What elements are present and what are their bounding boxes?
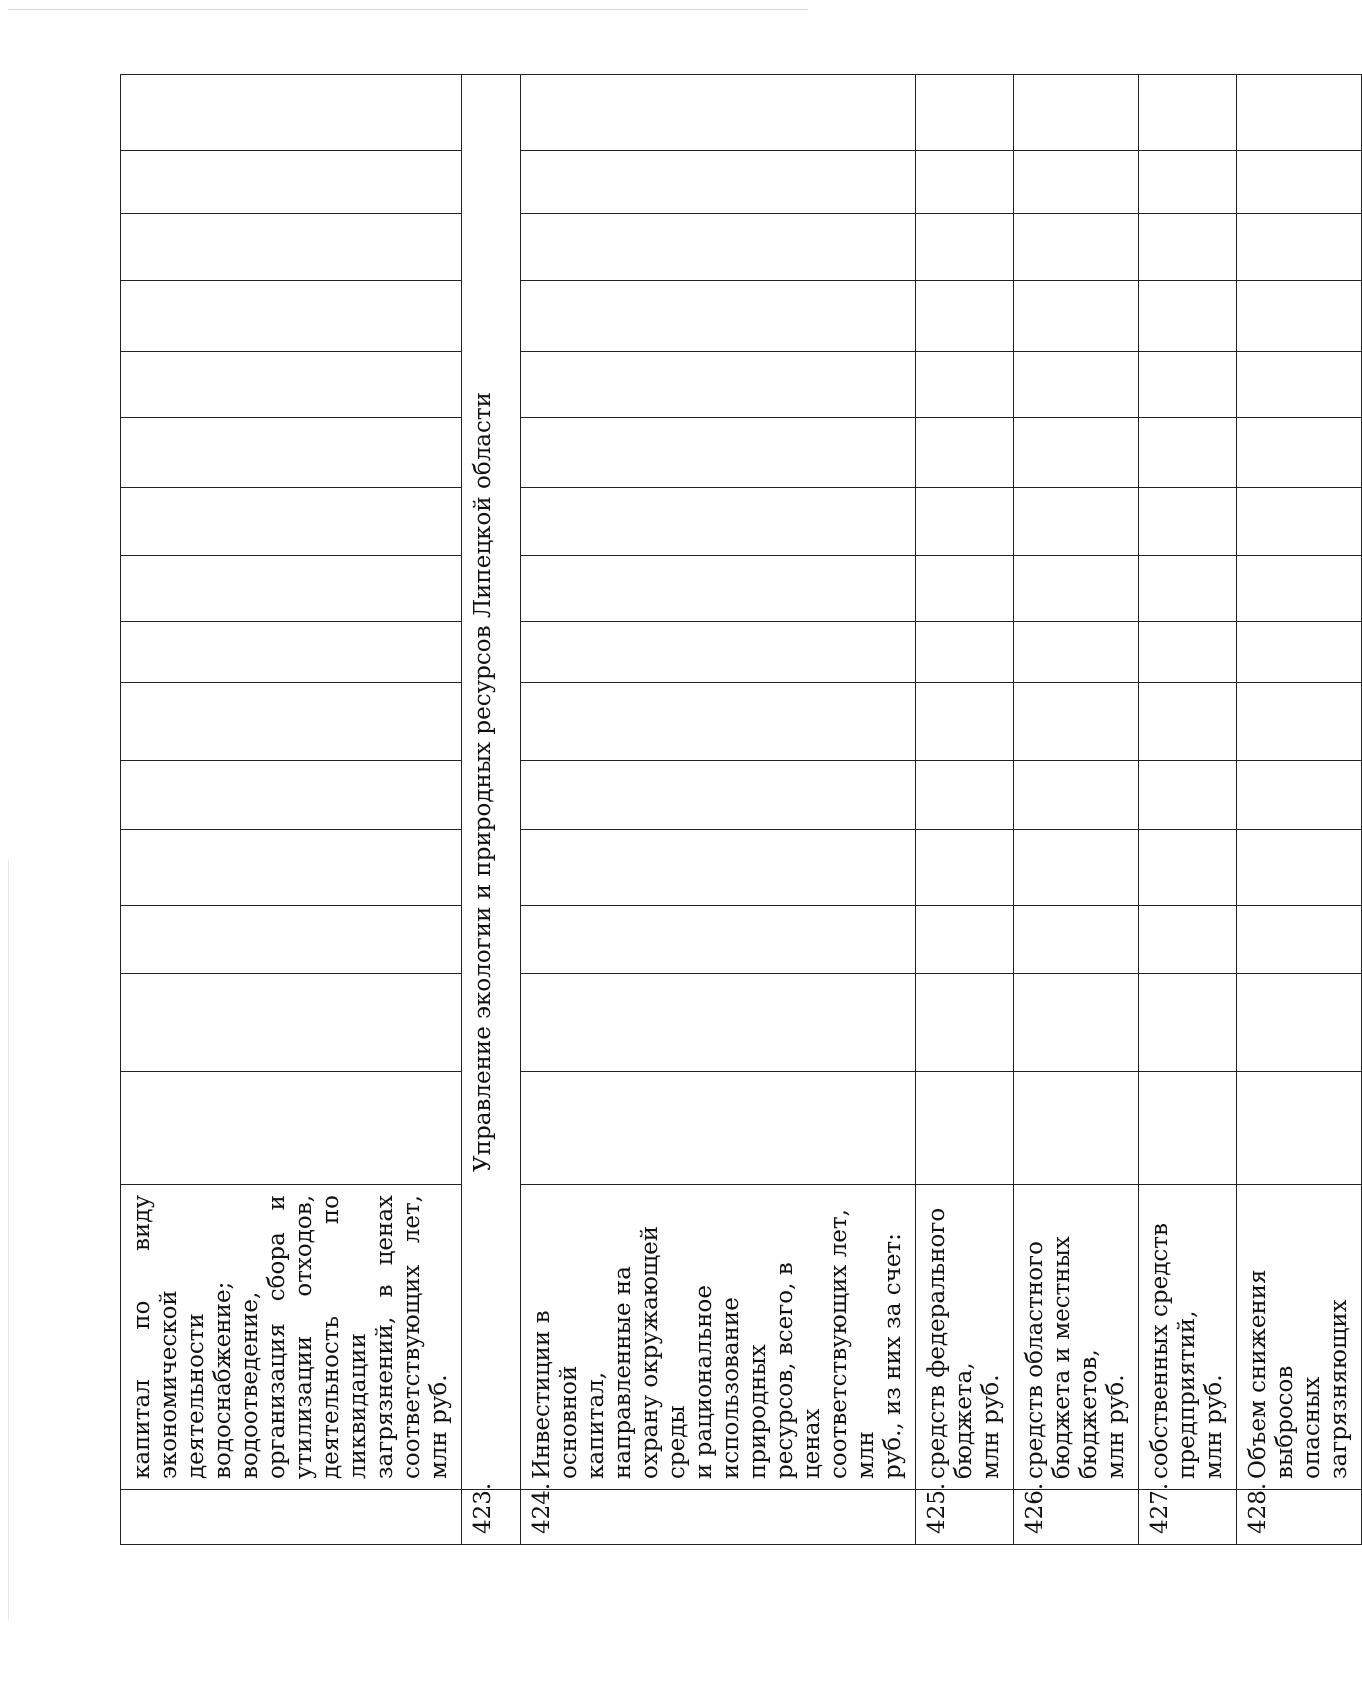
value-cell bbox=[121, 281, 462, 352]
value-cell bbox=[1237, 556, 1362, 622]
rotated-page bbox=[120, 95, 1352, 1545]
value-cell bbox=[1237, 488, 1362, 556]
value-cell bbox=[121, 352, 462, 418]
value-cell bbox=[1139, 683, 1237, 761]
value-cell bbox=[916, 75, 1014, 151]
value-cell bbox=[121, 214, 462, 281]
value-cell bbox=[1014, 830, 1139, 906]
value-cell bbox=[1014, 488, 1139, 556]
value-cell bbox=[916, 830, 1014, 906]
row-number bbox=[121, 1490, 462, 1545]
indicator-name: капитал по виду экономической деятельности водоснабжение; водоотведение, организация сбора и утилизации отходов, деятельность по ликвидации загрязнений, в ценах соответствующих лет, млн руб. bbox=[121, 1185, 462, 1490]
value-cell bbox=[1014, 683, 1139, 761]
table-row bbox=[1014, 75, 1139, 1545]
indicator-name: средств областного бюджета и местных бюджетов, млн руб. bbox=[1014, 1185, 1139, 1490]
value-cell bbox=[1014, 75, 1139, 151]
row-number: 424. bbox=[521, 1490, 916, 1545]
value-cell bbox=[1237, 622, 1362, 683]
indicator-name: Инвестиции в основной капитал, направленные на охрану окружающей среды и рациональное использование природных ресурсов, всего, в ценах соответствующих лет, млн руб., из них за счет: bbox=[521, 1185, 916, 1490]
value-cell bbox=[916, 556, 1014, 622]
value-cell bbox=[916, 974, 1014, 1072]
value-cell bbox=[521, 352, 916, 418]
value-cell bbox=[521, 1072, 916, 1185]
value-cell bbox=[1237, 214, 1362, 281]
value-cell bbox=[916, 683, 1014, 761]
value-cell bbox=[1139, 974, 1237, 1072]
value-cell bbox=[521, 488, 916, 556]
value-cell bbox=[916, 1072, 1014, 1185]
value-cell bbox=[1139, 1072, 1237, 1185]
value-cell bbox=[1139, 281, 1237, 352]
value-cell bbox=[916, 488, 1014, 556]
value-cell bbox=[1237, 151, 1362, 214]
value-cell bbox=[1237, 761, 1362, 830]
value-cell bbox=[1237, 683, 1362, 761]
value-cell bbox=[1139, 214, 1237, 281]
value-cell bbox=[521, 974, 916, 1072]
value-cell bbox=[1014, 151, 1139, 214]
value-cell bbox=[121, 556, 462, 622]
table-row bbox=[121, 75, 462, 1545]
value-cell bbox=[521, 622, 916, 683]
value-cell bbox=[121, 906, 462, 974]
value-cell bbox=[521, 75, 916, 151]
value-cell bbox=[916, 622, 1014, 683]
value-cell bbox=[1237, 352, 1362, 418]
value-cell bbox=[1139, 830, 1237, 906]
value-cell bbox=[1237, 281, 1362, 352]
value-cell bbox=[1139, 75, 1237, 151]
value-cell bbox=[1014, 556, 1139, 622]
value-cell bbox=[916, 281, 1014, 352]
value-cell bbox=[121, 1072, 462, 1185]
value-cell bbox=[1014, 1072, 1139, 1185]
table-row bbox=[521, 75, 916, 1545]
indicator-name: средств федерального бюджета, млн руб. bbox=[916, 1185, 1014, 1490]
section-title: Управление экологии и природных ресурсов Липецкой области bbox=[462, 75, 521, 1490]
table-row bbox=[916, 75, 1014, 1545]
scan-edge-left bbox=[8, 860, 9, 1620]
indicators-table bbox=[120, 74, 1362, 1545]
value-cell bbox=[1139, 151, 1237, 214]
value-cell bbox=[1014, 418, 1139, 488]
value-cell bbox=[121, 761, 462, 830]
table-row bbox=[1237, 75, 1362, 1545]
value-cell bbox=[1139, 488, 1237, 556]
value-cell bbox=[916, 214, 1014, 281]
value-cell bbox=[521, 151, 916, 214]
value-cell bbox=[1139, 352, 1237, 418]
value-cell bbox=[1237, 974, 1362, 1072]
value-cell bbox=[521, 281, 916, 352]
value-cell bbox=[521, 830, 916, 906]
value-cell bbox=[121, 830, 462, 906]
value-cell bbox=[916, 352, 1014, 418]
value-cell bbox=[1237, 906, 1362, 974]
value-cell bbox=[1237, 1072, 1362, 1185]
row-number: 427. bbox=[1139, 1490, 1237, 1545]
value-cell bbox=[1014, 281, 1139, 352]
row-number: 426. bbox=[1014, 1490, 1139, 1545]
value-cell bbox=[121, 418, 462, 488]
value-cell bbox=[1237, 830, 1362, 906]
row-number: 428. bbox=[1237, 1490, 1362, 1545]
value-cell bbox=[916, 418, 1014, 488]
value-cell bbox=[916, 761, 1014, 830]
value-cell bbox=[521, 683, 916, 761]
value-cell bbox=[1014, 906, 1139, 974]
scan-edge-top bbox=[8, 9, 808, 10]
row-number: 423. bbox=[462, 1490, 521, 1545]
value-cell bbox=[916, 906, 1014, 974]
table-row bbox=[1139, 75, 1237, 1545]
value-cell bbox=[1139, 556, 1237, 622]
value-cell bbox=[521, 418, 916, 488]
value-cell bbox=[1139, 418, 1237, 488]
indicator-name: Объем снижения выбросов опасных загрязняющих bbox=[1237, 1185, 1362, 1490]
value-cell bbox=[1014, 352, 1139, 418]
value-cell bbox=[121, 75, 462, 151]
value-cell bbox=[521, 556, 916, 622]
value-cell bbox=[1139, 622, 1237, 683]
value-cell bbox=[1237, 75, 1362, 151]
value-cell bbox=[121, 488, 462, 556]
row-number: 425. bbox=[916, 1490, 1014, 1545]
value-cell bbox=[121, 151, 462, 214]
value-cell bbox=[521, 214, 916, 281]
value-cell bbox=[1014, 761, 1139, 830]
value-cell bbox=[1014, 622, 1139, 683]
value-cell bbox=[121, 622, 462, 683]
value-cell bbox=[521, 761, 916, 830]
indicator-name: собственных средств предприятий, млн руб. bbox=[1139, 1185, 1237, 1490]
value-cell bbox=[121, 683, 462, 761]
value-cell bbox=[1139, 906, 1237, 974]
value-cell bbox=[521, 906, 916, 974]
value-cell bbox=[121, 974, 462, 1072]
value-cell bbox=[1237, 418, 1362, 488]
value-cell bbox=[1139, 761, 1237, 830]
value-cell bbox=[1014, 974, 1139, 1072]
value-cell bbox=[916, 151, 1014, 214]
section-row bbox=[462, 75, 521, 1545]
value-cell bbox=[1014, 214, 1139, 281]
